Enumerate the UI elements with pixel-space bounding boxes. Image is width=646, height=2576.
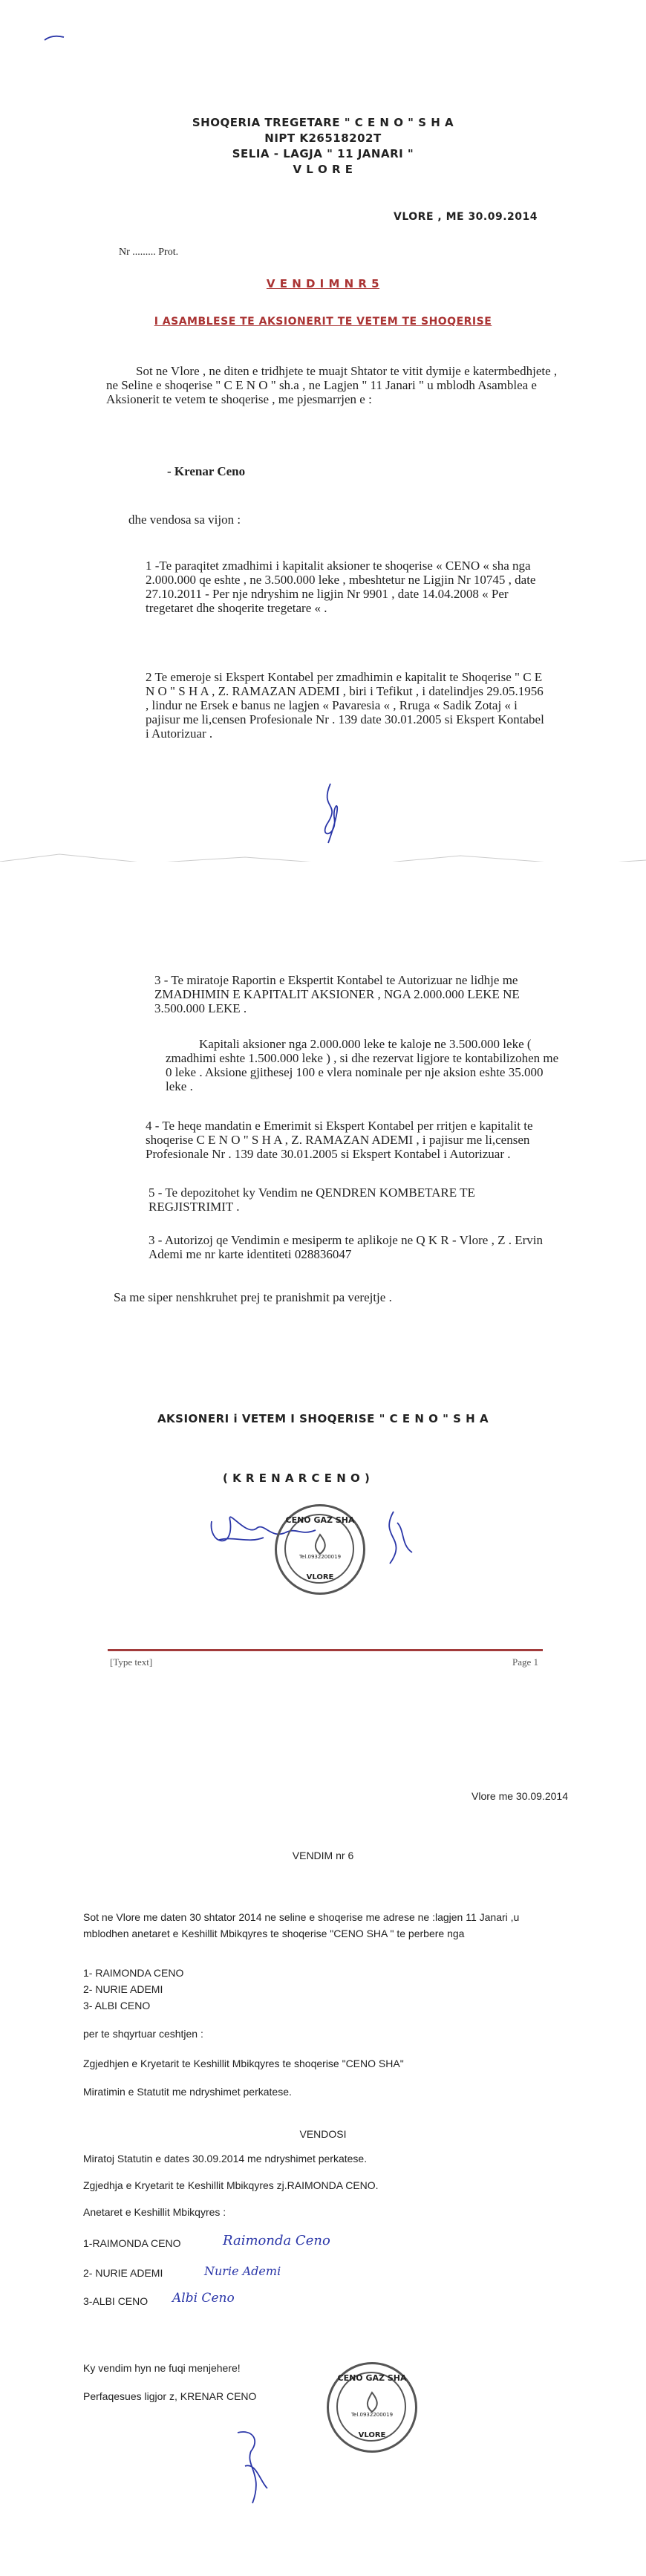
footer-rule <box>108 1649 543 1651</box>
flame-icon <box>363 2391 381 2413</box>
document-title: V E N D I M N R 5 <box>266 277 380 290</box>
decided-line: dhe vendosa sa vijon : <box>128 513 241 527</box>
item-1: 1 -Te paraqitet zmadhimi i kapitalit aksioner te shoqerise « CENO « sha nga 2.000.000 qe eshte , ne 3.500.000 leke , mbeshtetur ne Ligjin Nr 10745 , date 27.10.2011 - Per nje ndryshim ne ligjin Nr 9901 , date 14.04.2008 « Per tregetaret dhe shoqerite tregetare « . <box>146 559 536 615</box>
document-subtitle: I ASAMBLESE TE AKSIONERIT TE VETEM TE SHOQERISE <box>154 316 492 328</box>
footer-left: [Type text] <box>110 1656 153 1668</box>
company-stamp: CENO GAZ SHA Tel.0932200019 VLORE <box>327 2362 417 2453</box>
item-5: 5 - Te depozitohet ky Vendim ne QENDREN KOMBETARE TE REGJISTRIMIT . <box>149 1185 475 1214</box>
company-seat: SELIA - LAGJA " 11 JANARI " <box>232 147 414 160</box>
intro-paragraph: Sot ne Vlore , ne diten e tridhjete te muajt Shtator te vitit dymije e katermbedhjete , ne Seline e shoqerise " C E N O " sh.a , ne Lagjen " 11 Janari " u mblodh Asamblea e Aksionerit te vetem te shoqerise , me pjesmarrjen e : <box>106 364 558 406</box>
agenda-item-1: Zgjedhjen e Kryetarit te Keshillit Mbikqyres te shoqerise "CENO SHA" <box>83 2058 404 2069</box>
item-4: 4 - Te heqe mandatin e Emerimit si Ekspert Kontabel per rritjen e kapitalit te shoqerise C E N O " S H A , Z. RAMAZAN ADEMI , i pajisur me li,censen Profesionale Nr . 139 date 30.01.2005 si Ekspert Kontabel i Autorizuar . <box>146 1119 533 1161</box>
signature-icon <box>230 2421 275 2511</box>
agenda-intro: per te shqyrtuar ceshtjen : <box>83 2028 203 2040</box>
company-stamp: CENO GAZ SHA Tel.0932200019 VLORE <box>275 1504 365 1595</box>
decision-title: VENDIM nr 6 <box>292 1850 354 1861</box>
decided-heading: VENDOSI <box>299 2128 347 2140</box>
footer-page: Page 1 <box>512 1656 539 1668</box>
company-name: SHOQERIA TREGETARE " C E N O " S H A <box>192 116 454 129</box>
company-city: V L O R E <box>293 163 353 176</box>
intro-paragraph: Sot ne Vlore me daten 30 shtator 2014 ne seline e shoqerise me adrese ne :lagjen 11 Janari ,u mblodhen anetaret e Keshillit Mbikqyres te shoqerise "CENO SHA " te perbere nga <box>83 1911 520 1939</box>
signer-1: 1-RAIMONDA CENO <box>83 2237 181 2249</box>
date: Vlore me 30.09.2014 <box>472 1790 568 1802</box>
place-date: VLORE , ME 30.09.2014 <box>394 211 538 223</box>
members-title: Anetaret e Keshillit Mbikqyres : <box>83 2206 226 2218</box>
member-1: 1- RAIMONDA CENO <box>83 1967 184 1979</box>
signer-2: 2- NURIE ADEMI <box>83 2267 163 2279</box>
signer-3: 3-ALBI CENO <box>83 2295 149 2307</box>
pen-mark-icon <box>42 30 71 45</box>
page-1 <box>0 0 646 862</box>
member-3: 3- ALBI CENO <box>83 2000 151 2011</box>
signature-icon <box>312 780 349 847</box>
page-2 <box>0 862 646 1708</box>
representative: Perfaqesues ligjor z, KRENAR CENO <box>83 2390 257 2402</box>
signer-2-handwriting: Nurie Ademi <box>204 2264 281 2278</box>
company-nipt: NIPT K26518202T <box>264 131 382 145</box>
item-3: 3 - Te miratoje Raportin e Ekspertit Kontabel te Autorizuar ne lidhje me ZMADHIMIN E KAPITALIT AKSIONER , NGA 2.000.000 LEKE NE 3.500.000 LEKE . <box>154 973 520 1015</box>
protocol-number: Nr ......... Prot. <box>119 247 179 258</box>
signature-icon <box>371 1508 416 1567</box>
closing-line: Sa me siper nenshkruhet prej te pranishmit pa verejtje . <box>114 1290 392 1304</box>
signer-3-handwriting: Albi Ceno <box>172 2291 235 2306</box>
member-2: 2- NURIE ADEMI <box>83 1983 163 1995</box>
agenda-item-2: Miratimin e Statutit me ndryshimet perkatese. <box>83 2086 292 2098</box>
shareholder-title: AKSIONERI i VETEM I SHOQERISE " C E N O " S H A <box>157 1412 489 1425</box>
item-2: 2 Te emeroje si Ekspert Kontabel per zmadhimin e kapitalit te Shoqerise " C E N O " S H A , Z. RAMAZAN ADEMI , biri i Tefikut , i datelindjes 29.05.1956 , lindur ne Ersek e banus ne lagjen « Pavaresia « , Rruga « Sadik Zotaj « i pajisur me li,censen Profesionale Nr . 139 date 30.01.2005 si Ekspert Kontabel i Autorizuar . <box>146 670 544 741</box>
signer-1-handwriting: Raimonda Ceno <box>223 2233 330 2248</box>
decision-1: Miratoj Statutin e dates 30.09.2014 me ndryshimet perkatese. <box>83 2153 368 2164</box>
item-6: 3 - Autorizoj qe Vendimin e mesiperm te aplikoje ne Q K R - Vlore , Z . Ervin Ademi me nr karte identiteti 028836047 <box>149 1233 543 1261</box>
flame-icon <box>311 1533 329 1555</box>
shareholder-name: ( K R E N A R C E N O ) <box>223 1471 371 1485</box>
item-3-capital: Kapitali aksioner nga 2.000.000 leke te kaloje ne 3.500.000 leke ( zmadhimi eshte 1.500.000 leke ) , si dhe rezervat ligjore te kontabilizohen me 0 leke . Aksione gjithesej 100 e vlera nominale per nje aksion eshte 35.000 leke . <box>166 1037 559 1093</box>
page-3 <box>0 1708 646 2576</box>
participant: - Krenar Ceno <box>167 464 246 478</box>
decision-2: Zgjedhja e Kryetarit te Keshillit Mbikqyres zj.RAIMONDA CENO. <box>83 2179 379 2191</box>
effective-line: Ky vendim hyn ne fuqi menjehere! <box>83 2362 241 2374</box>
